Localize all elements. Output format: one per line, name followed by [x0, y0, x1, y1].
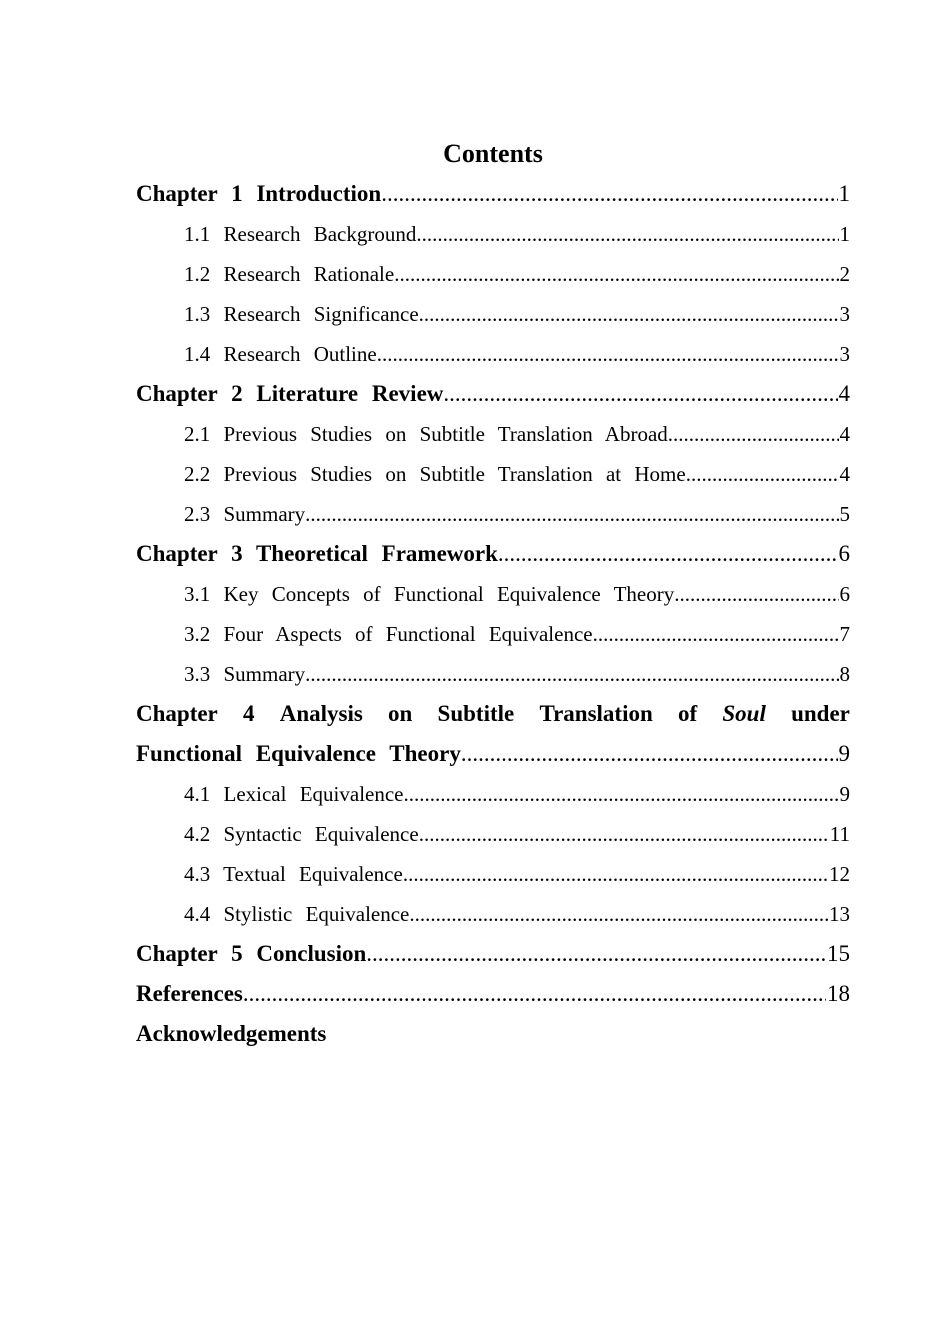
toc-entry-section-1-2[interactable] [136, 254, 850, 294]
toc-entry-page: 1 [839, 222, 850, 246]
toc-entry-label: Chapter 2 Literature Review [136, 381, 444, 406]
toc-entry-label: Chapter 1 Introduction [136, 181, 382, 206]
dot-leader [498, 534, 838, 574]
dot-leader [674, 574, 838, 614]
toc-entry-label: 1.1 Research Background [184, 222, 417, 246]
toc-entry-section-3-3[interactable] [136, 654, 850, 694]
toc-entry-label: 3.1 Key Concepts of Functional Equivalence Theory [184, 582, 675, 606]
toc-entry-section-4-2[interactable] [136, 814, 850, 854]
dot-leader [305, 654, 838, 694]
toc-entry-label: 1.2 Research Rationale [184, 262, 395, 286]
dot-leader [593, 614, 839, 654]
toc-entry-section-3-1[interactable] [136, 574, 850, 614]
toc-entry-page: 7 [839, 622, 850, 646]
dot-leader [419, 294, 839, 334]
toc-word: on [388, 701, 413, 726]
toc-entry-label: 2.3 Summary [184, 502, 306, 526]
dot-leader [366, 934, 826, 974]
toc-entry-chapter-2[interactable] [136, 374, 850, 414]
dot-leader [461, 734, 838, 774]
dot-leader [419, 814, 829, 854]
toc-entry-section-1-1[interactable] [136, 214, 850, 254]
toc-entry-page: 4 [839, 422, 850, 446]
toc-entry-page: 9 [838, 741, 850, 766]
toc-word: Translation [539, 701, 653, 726]
toc-entry-page: 12 [829, 862, 850, 886]
dot-leader [305, 494, 838, 534]
toc-entry-page: 3 [839, 302, 850, 326]
toc-entry-section-4-4[interactable] [136, 894, 850, 934]
toc-entry-label: 2.1 Previous Studies on Subtitle Translation Abroad [184, 422, 668, 446]
toc-entry-page: 13 [829, 902, 850, 926]
toc-entry-section-1-4[interactable] [136, 334, 850, 374]
toc-entry-page: 9 [839, 782, 850, 806]
toc-entry-label: References [136, 981, 243, 1006]
toc-entry-page: 4 [838, 381, 850, 406]
toc-entry-page: 11 [829, 822, 850, 846]
toc-entry-page: 8 [839, 662, 850, 686]
dot-leader [403, 854, 828, 894]
toc-entry-label: Chapter 3 Theoretical Framework [136, 541, 498, 566]
toc-entry-label-line-1 [136, 694, 850, 734]
toc-word-film-title: Soul [722, 701, 766, 726]
toc-entry-page: 5 [839, 502, 850, 526]
toc-entry-section-1-3[interactable] [136, 294, 850, 334]
toc-entry-label: 4.4 Stylistic Equivalence [184, 902, 410, 926]
toc-entry-label: 1.3 Research Significance [184, 302, 419, 326]
toc-entry-section-2-2[interactable] [136, 454, 850, 494]
toc-entry-section-3-2[interactable] [136, 614, 850, 654]
toc-entry-chapter-5[interactable] [136, 934, 850, 974]
toc-entry-page: 6 [839, 582, 850, 606]
toc-entry-label: 3.3 Summary [184, 662, 306, 686]
toc-entry-label: 3.2 Four Aspects of Functional Equivalence [184, 622, 593, 646]
toc-word: of [678, 701, 698, 726]
dot-leader [686, 454, 839, 494]
toc-entry-label: 2.2 Previous Studies on Subtitle Translation at Home [184, 462, 686, 486]
dot-leader [416, 214, 838, 254]
toc-entry-chapter-3[interactable] [136, 534, 850, 574]
toc-entry-label: 4.3 Textual Equivalence [184, 862, 403, 886]
toc-entry-label: 4.1 Lexical Equivalence [184, 782, 404, 806]
dot-leader [443, 374, 837, 414]
toc-entry-chapter-4[interactable] [136, 694, 850, 774]
toc-entry-section-2-1[interactable] [136, 414, 850, 454]
toc-entry-acknowledgements[interactable] [136, 1014, 850, 1054]
toc-entry-label: Functional Equivalence Theory [136, 741, 461, 766]
dot-leader [409, 894, 828, 934]
toc-entry-page: 15 [827, 941, 850, 966]
dot-leader [668, 414, 839, 454]
dot-leader [381, 174, 837, 214]
toc-entry-section-4-3[interactable] [136, 854, 850, 894]
toc-word: under [791, 701, 850, 726]
toc-entry-references[interactable] [136, 974, 850, 1014]
toc-entry-chapter-1[interactable] [136, 174, 850, 214]
toc-entry-page: 18 [827, 981, 850, 1006]
dot-leader [377, 334, 839, 374]
toc-entry-section-4-1[interactable] [136, 774, 850, 814]
toc-entry-page: 4 [839, 462, 850, 486]
page-title: Contents [443, 139, 543, 168]
dot-leader [404, 774, 839, 814]
dot-leader [394, 254, 838, 294]
toc-word: Chapter [136, 701, 218, 726]
toc-word: Subtitle [437, 701, 515, 726]
toc-entry-label: Chapter 5 Conclusion [136, 941, 367, 966]
toc-entry-label: 4.2 Syntactic Equivalence [184, 822, 419, 846]
table-of-contents [136, 174, 850, 1054]
toc-entry-page: 3 [839, 342, 850, 366]
toc-entry-page: 6 [838, 541, 850, 566]
toc-entry-label: Acknowledgements [136, 1021, 327, 1046]
toc-entry-label: 1.4 Research Outline [184, 342, 377, 366]
toc-word: Analysis [279, 701, 363, 726]
toc-word: 4 [243, 701, 255, 726]
toc-entry-label-line-2 [136, 734, 850, 774]
dot-leader [243, 974, 826, 1014]
toc-entry-section-2-3[interactable] [136, 494, 850, 534]
toc-entry-page: 2 [839, 262, 850, 286]
toc-entry-page: 1 [838, 181, 850, 206]
